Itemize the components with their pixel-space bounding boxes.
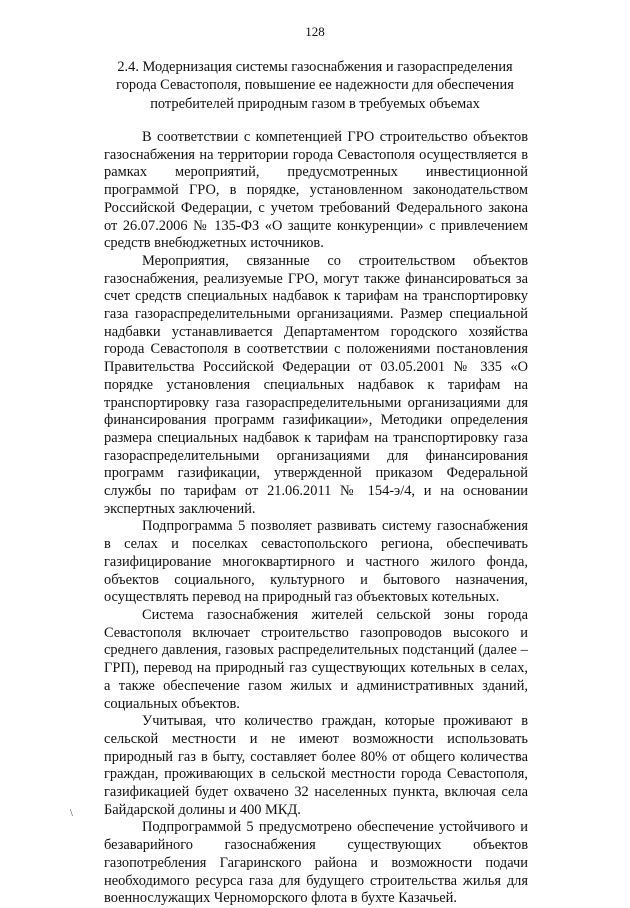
section-heading: 2.4. Модернизация системы газоснабжения и газораспределения города Севастополя, повышение ее надежности для обеспечения потребителей природным газом в требуемых объемах xyxy=(116,59,514,112)
paragraph-3: Подпрограмма 5 позволяет развивать систему газоснабжения в селах и поселках севастопольского региона, обеспечивать газифицирование многоквартирного и частного жилого фонда, объектов социального, культурного и бытового назначения, осуществлять перевод на природный газ объектовых котельных. xyxy=(104,518,528,606)
stray-scan-mark: \ xyxy=(70,808,73,819)
page-number: 128 xyxy=(305,24,325,39)
paragraph-4: Система газоснабжения жителей сельской зоны города Севастополя включает строительство газопроводов высокого и среднего давления, газовых распределительных подстанций (далее – ГРП), перевод на природный газ существующих котельных в селах, а также обеспечение газом жилых и административных зданий, социальных объектов. xyxy=(104,606,528,712)
body-text xyxy=(104,129,528,908)
paragraph-5: Учитывая, что количество граждан, которые проживают в сельской местности и не имеют возможности использовать природный газ в быту, составляет более 80% от общего количества граждан, проживающих в сельской местности города Севастополя, газификацией будет охвачено 32 населенных пункта, включая села Байдарской долины и 400 МКД. xyxy=(104,713,528,818)
paragraph-1: В соответствии с компетенцией ГРО строительство объектов газоснабжения на территории города Севастополя осуществляется в рамках мероприятий, предусмотренных инвестиционной программой ГРО, в порядке, установленном законодательством Российской Федерации, с учетом требований Федерального закона от 26.07.2006 № 135-ФЗ «О защите конкуренции» с привлечением средств внебюджетных источников. xyxy=(104,129,528,252)
paragraph-6: Подпрограммой 5 предусмотрено обеспечение устойчивого и безаварийного газоснабжения существующих объектов газопотребления Гагаринского района и возможности подачи необходимого ресурса газа для будущего строительства жилья для военнослужащих Черноморского флота в бухте Казачьей. xyxy=(104,819,528,907)
paragraph-2: Мероприятия, связанные со строительством объектов газоснабжения, реализуемые ГРО, могут также финансироваться за счет средств специальных надбавок к тарифам на транспортировку газа газораспределительными организациями. Размер специальной надбавки устанавливается Департаментом городского хозяйства города Севастополя в соответствии с положениями постановления Правительства Российской Федерации от 03.05.2001 № 335 «О порядке установления специальных надбавок к тарифам на транспортировку газа газораспределительными организациями для финансирования программ газификации», Методики определения размера специальных надбавок к тарифам на транспортировку газа газораспределительными организациями для финансирования программ газификации, утвержденной приказом Федеральной службы по тарифам от 21.06.2011 № 154-э/4, и на основании экспертных заключений. xyxy=(104,252,528,517)
